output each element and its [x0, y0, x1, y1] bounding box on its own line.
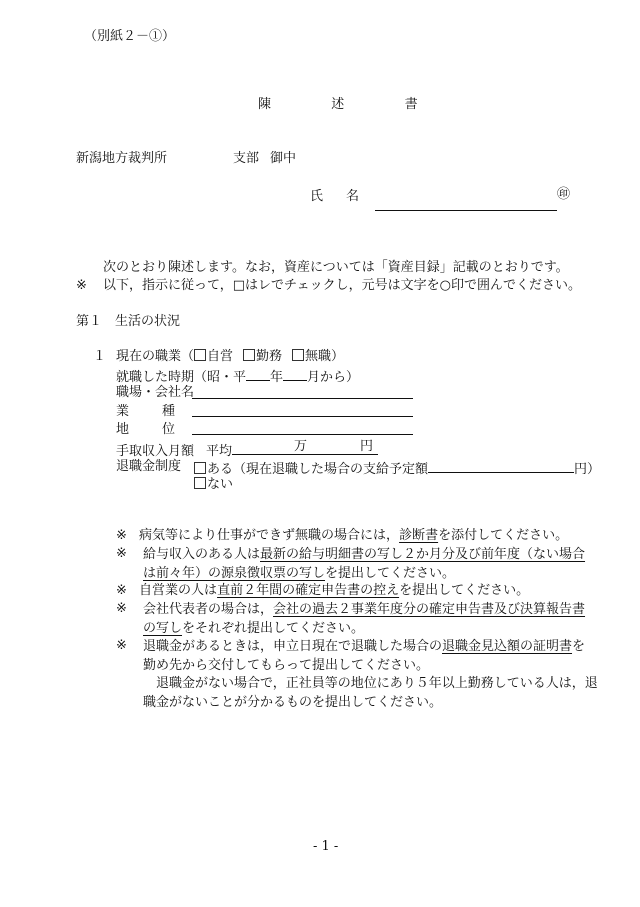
title-char-1: 陳 — [258, 97, 272, 112]
intro-line-2: 以下，指示に従って，□はレでチェックし，元号は文字を○印で囲んでください。 — [103, 278, 581, 293]
note-3-text-end: を提出してください。 — [399, 583, 530, 598]
note-3-underlined: 直前２年間の確定申告書の控え — [217, 583, 400, 598]
note-mark-2: ※ — [116, 546, 127, 561]
court-branch: 支部 — [233, 151, 260, 166]
name-label-1: 氏 — [310, 189, 324, 204]
income-yen-unit: 円 — [360, 439, 374, 454]
note-1-underlined: 診断書 — [399, 528, 439, 543]
retirement-label: 退職金制度 — [116, 459, 182, 474]
employment-month-field[interactable] — [283, 366, 307, 381]
occupation-row — [116, 348, 344, 366]
month-from: 月から） — [307, 370, 360, 385]
note-4-underlined: 会社の過去２事業年度分の確定申告書及び決算報告書の写し — [143, 602, 586, 636]
page-number: - 1 - — [313, 839, 339, 854]
note-6: 退職金がない場合で，正社員等の地位にあり５年以上勤務している人は，退職金がないことが分かるものを提出してください。 — [143, 676, 598, 710]
occupation-self-label: 自営 — [207, 349, 234, 364]
name-label-2: 名 — [346, 189, 360, 204]
note-3 — [116, 582, 529, 600]
note-1-text: 病気等により仕事ができず無職の場合には， — [139, 528, 400, 543]
income-man-unit: 万 — [294, 439, 308, 454]
occupation-self-checkbox[interactable] — [194, 349, 206, 361]
title-char-3: 書 — [404, 97, 418, 112]
intro-line-1: 次のとおり陳述します。なお，資産については「資産目録」記載のとおりです。 — [103, 260, 569, 275]
court-name: 新潟地方裁判所 — [76, 151, 168, 166]
income-field[interactable] — [232, 440, 378, 455]
document-title — [258, 96, 418, 114]
note-mark-3: ※ — [116, 583, 127, 598]
title-char-2: 述 — [331, 97, 345, 112]
industry-field[interactable] — [192, 416, 413, 417]
retirement-amount-field[interactable] — [428, 458, 574, 473]
note-4-text-end: をそれぞれ提出してください。 — [182, 621, 365, 636]
name-field[interactable] — [375, 210, 557, 211]
note-2-text-end: を提出してください。 — [325, 566, 456, 581]
employment-year-field[interactable] — [246, 366, 270, 381]
note-1 — [116, 527, 568, 545]
court-addressee: 御中 — [270, 151, 297, 166]
income-average: 平均 — [206, 444, 233, 459]
retirement-yes-end: 円） — [574, 462, 601, 477]
note-4-text: 会社代表者の場合は， — [143, 602, 274, 617]
attachment-label: （別紙２－①） — [84, 29, 176, 44]
note-5-text-end: を勤め先から交付してもらって提出してください。 — [143, 639, 586, 673]
occupation-label: 現在の職業（ — [116, 349, 195, 364]
industry-label: 業 種 — [116, 404, 186, 419]
note-2 — [143, 545, 598, 583]
position-field[interactable] — [192, 434, 413, 435]
note-mark: ※ — [116, 528, 127, 543]
note-2-underlined: 最新の給与明細書の写し２か月分及び前年度（ない場合は前々年）の源泉徴収票の写し — [143, 547, 586, 581]
note-2-text: 給与収入のある人は — [143, 547, 261, 562]
retirement-no-label: ない — [207, 477, 234, 492]
workplace-field[interactable] — [192, 398, 413, 399]
income-label: 手取収入月額 — [116, 444, 195, 459]
employment-period-label: 就職した時期（昭・平 — [116, 370, 247, 385]
retirement-no-row — [194, 476, 233, 494]
intro-note-mark: ※ — [76, 278, 87, 293]
note-3-text: 自営業の人は — [139, 583, 218, 598]
retirement-no-checkbox[interactable] — [194, 477, 206, 489]
occupation-none-label: 無職） — [305, 349, 345, 364]
note-5-underlined: 退職金見込額の証明書 — [442, 639, 573, 654]
note-mark-5: ※ — [116, 638, 127, 653]
note-5-text: 退職金があるときは，申立日現在で退職した場合の — [143, 639, 443, 654]
note-mark-4: ※ — [116, 601, 127, 616]
section-heading: 第１ 生活の状況 — [76, 314, 181, 329]
workplace-label: 職場・会社名 — [116, 385, 195, 400]
occupation-employed-checkbox[interactable] — [243, 349, 255, 361]
retirement-yes-label: ある（現在退職した場合の支給予定額 — [207, 462, 429, 477]
retirement-yes-row — [194, 458, 600, 479]
occupation-none-checkbox[interactable] — [292, 349, 304, 361]
position-label: 地 位 — [116, 422, 186, 437]
occupation-employed-label: 勤務 — [256, 349, 283, 364]
note-1-text-end: を添付してください。 — [438, 528, 569, 543]
retirement-yes-checkbox[interactable] — [194, 462, 206, 474]
year-unit: 年 — [270, 370, 284, 385]
note-4 — [143, 600, 598, 638]
note-5 — [143, 637, 598, 675]
item-number: １ — [93, 349, 107, 364]
seal-mark: ㊞ — [557, 187, 571, 202]
